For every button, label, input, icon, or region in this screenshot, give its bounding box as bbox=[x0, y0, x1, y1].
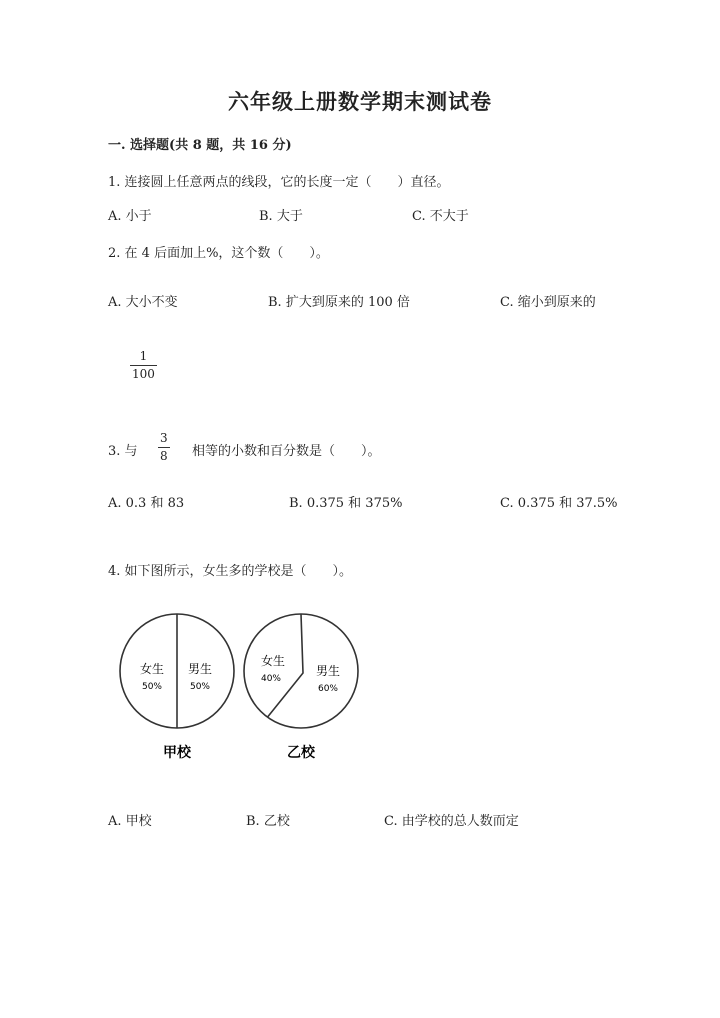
question-3-prefix: 3. 与 bbox=[108, 444, 138, 459]
question-2-text: 2. 在 4 后面加上%，这个数（ ）。 bbox=[108, 246, 329, 261]
question-2-option-b[interactable]: B. 扩大到原来的 100 倍 bbox=[268, 295, 410, 310]
question-2-option-c-fraction bbox=[130, 350, 157, 380]
question-3-option-c[interactable]: C. 0.375 和 37.5% bbox=[500, 496, 618, 511]
slice-label-boys-jia: 男生 bbox=[187, 662, 213, 676]
slice-percent-boys-yi: 60% bbox=[317, 684, 339, 694]
question-4-text: 4. 如下图所示，女生多的学校是（ ）。 bbox=[108, 564, 353, 579]
question-4-option-b[interactable]: B. 乙校 bbox=[246, 814, 290, 829]
question-3-option-b[interactable]: B. 0.375 和 375% bbox=[289, 496, 403, 511]
question-1-text: 1. 连接圆上任意两点的线段，它的长度一定（ ）直径。 bbox=[108, 175, 450, 190]
question-4-option-a[interactable]: A. 甲校 bbox=[108, 814, 152, 829]
slice-percent-girls-yi: 40% bbox=[260, 674, 282, 684]
pie-charts-figure bbox=[110, 605, 370, 775]
pie-chart-jia bbox=[120, 614, 234, 761]
question-1-option-c[interactable]: C. 不大于 bbox=[412, 209, 469, 224]
fraction-numerator: 1 bbox=[139, 349, 148, 363]
question-1-option-b[interactable]: B. 大于 bbox=[259, 209, 303, 224]
slice-label-girls-jia: 女生 bbox=[139, 662, 165, 676]
question-2-option-a[interactable]: A. 大小不变 bbox=[108, 295, 178, 310]
question-3-suffix: 相等的小数和百分数是（ ）。 bbox=[192, 444, 381, 459]
slice-percent-girls-jia: 50% bbox=[141, 682, 163, 692]
fraction-bar bbox=[158, 447, 170, 448]
chart-title-yi: 乙校 bbox=[287, 745, 315, 761]
question-2-option-c[interactable]: C. 缩小到原来的 bbox=[500, 295, 596, 310]
pie-chart-yi bbox=[244, 614, 358, 761]
slice-percent-boys-jia: 50% bbox=[189, 682, 211, 692]
page-title: 六年级上册数学期末测试卷 bbox=[228, 89, 492, 114]
fraction-denominator: 100 bbox=[132, 366, 155, 381]
fraction-bar bbox=[130, 365, 157, 366]
section-heading: 一. 选择题(共 8 题，共 16 分) bbox=[108, 138, 292, 153]
question-4-option-c[interactable]: C. 由学校的总人数而定 bbox=[384, 814, 519, 829]
slice-label-boys-yi: 男生 bbox=[315, 664, 341, 678]
fraction-denominator: 8 bbox=[160, 448, 168, 463]
question-1-option-a[interactable]: A. 小于 bbox=[108, 209, 152, 224]
slice-label-girls-yi: 女生 bbox=[260, 654, 286, 668]
question-3-fraction bbox=[158, 432, 170, 462]
fraction-numerator: 3 bbox=[160, 431, 168, 445]
question-3-option-a[interactable]: A. 0.3 和 83 bbox=[108, 496, 185, 511]
chart-title-jia: 甲校 bbox=[163, 745, 191, 761]
